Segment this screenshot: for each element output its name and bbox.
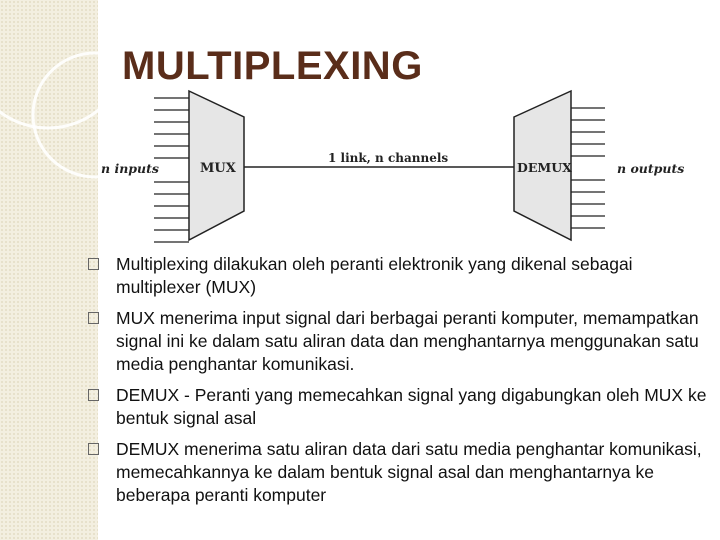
demux-label: DEMUX <box>517 160 572 175</box>
bullet-list <box>88 253 708 515</box>
bullet-icon <box>88 312 99 324</box>
bullet-icon <box>88 443 99 455</box>
list-item <box>88 307 708 376</box>
list-item <box>88 384 708 430</box>
bullet-text: DEMUX - Peranti yang memecahkan signal yang digabungkan oleh MUX ke bentuk signal asal <box>116 385 707 428</box>
list-item <box>88 253 708 299</box>
bullet-text: Multiplexing dilakukan oleh peranti elektronik yang dikenal sebagai multiplexer (MUX) <box>116 254 633 297</box>
mux-label: MUX <box>200 161 236 176</box>
list-item <box>88 438 708 507</box>
link-label: 1 link, n channels <box>328 151 449 165</box>
bullet-text: DEMUX menerima satu aliran data dari satu media penghantar komunikasi, memecahkannya ke dalam bentuk signal asal dan menghantarnya ke beberapa peranti komputer <box>116 439 702 505</box>
bullet-icon <box>88 389 99 401</box>
input-lines <box>154 98 189 242</box>
output-lines <box>571 108 605 228</box>
inputs-label: n inputs <box>101 161 159 176</box>
bullet-text: MUX menerima input signal dari berbagai peranti komputer, memampatkan signal ini ke dalam satu aliran data dan menghantarnya menggunakan satu media penghantar komunikasi. <box>116 308 699 374</box>
page-title: MULTIPLEXING <box>122 44 423 88</box>
bullet-icon <box>88 258 99 270</box>
multiplexing-diagram <box>96 88 696 248</box>
outputs-label: n outputs <box>617 161 685 176</box>
